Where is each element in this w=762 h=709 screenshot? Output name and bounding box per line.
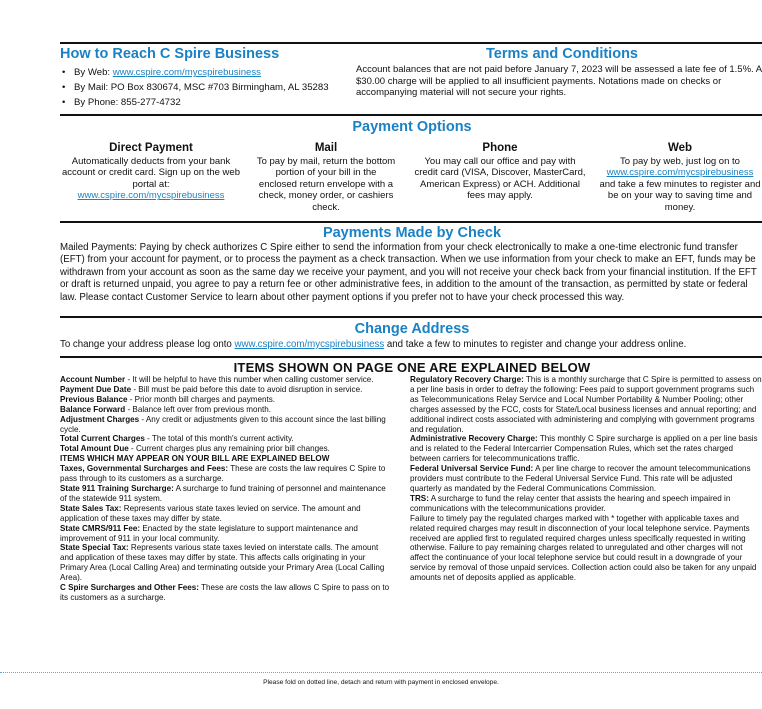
item-term: State CMRS/911 Fee: bbox=[60, 523, 141, 533]
item-definition: These are costs the law requires C Spire to pass through to its customers as a surcharge. bbox=[60, 464, 386, 484]
option-phone-title: Phone bbox=[482, 142, 518, 154]
contact-title: How to Reach C Spire Business bbox=[60, 46, 280, 62]
item-left bbox=[60, 543, 390, 583]
option-web-text-before: To pay by web, just log on to bbox=[620, 155, 740, 167]
item-term: Total Current Charges bbox=[60, 434, 145, 444]
option-mail-text: To pay by mail, return the bottom portion of your bill in the enclosed return envelope with a check, money order, or cashiers check. bbox=[256, 155, 396, 213]
item-definition: - It will be helpful to have this number when calling customer service. bbox=[125, 375, 374, 384]
item-term: Balance Forward bbox=[60, 404, 126, 414]
fold-line bbox=[0, 672, 762, 673]
item-left bbox=[60, 405, 390, 415]
item-left bbox=[60, 375, 390, 385]
item-left bbox=[60, 524, 390, 544]
option-direct bbox=[60, 143, 242, 214]
rule-check bbox=[60, 221, 762, 223]
terms-text: Account balances that are not paid before January 7, 2023 will be assessed a late fee of 1.5%. A $30.00 charge will be applied to all insufficient payments. Notations made on checks or accompanying material will not secure your rights. bbox=[356, 64, 762, 98]
rule-items bbox=[60, 356, 762, 358]
item-definition: This is a monthly surcharge that C Spire is permitted to assess on a per line basis in order to defray the following: Fees paid to support government programs such as Telecommunications Relay Service and Local Number Portability & Number Pooling; other charges assessed by the FCC, costs for State/Local business licenses and annual reporting; and additional indirect costs associated with administering and complying with government programs and regulation. bbox=[410, 375, 762, 434]
option-phone-text: You may call our office and pay with credit card (VISA, Discover, MasterCard, American Express) or ACH. Additional fees may apply. bbox=[414, 155, 586, 202]
item-term: ITEMS WHICH MAY APPEAR ON YOUR BILL ARE EXPLAINED BELOW bbox=[60, 454, 330, 464]
option-mail bbox=[256, 143, 396, 214]
item-right bbox=[410, 434, 762, 464]
item-term: Administrative Recovery Charge: bbox=[410, 434, 538, 444]
item-definition: - Current charges plus any remaining prior bill changes. bbox=[128, 444, 330, 454]
change-address-text bbox=[60, 339, 762, 351]
option-direct-link[interactable]: www.cspire.com/mycspirebusiness bbox=[77, 190, 225, 202]
top-rule bbox=[60, 42, 762, 44]
item-term: Adjustment Charges bbox=[60, 414, 140, 424]
item-term: C Spire Surcharges and Other Fees: bbox=[60, 583, 199, 593]
contact-web-label: By Web: bbox=[74, 67, 113, 78]
item-term: Payment Due Date bbox=[60, 384, 132, 394]
item-left bbox=[60, 385, 390, 395]
item-right bbox=[410, 375, 762, 434]
item-definition: This monthly C Spire surcharge is applied on a per line basis and is related to the Federal Intercarrier Compensation Rules, which set the rates charged between carriers for telecommunications traffic. bbox=[410, 434, 758, 464]
item-term: State Sales Tax: bbox=[60, 503, 122, 513]
item-term: Regulatory Recovery Charge: bbox=[410, 375, 524, 384]
check-title: Payments Made by Check bbox=[322, 225, 502, 241]
item-definition: Represents various state taxes levied on interstate calls. The amount and application of these taxes may differ by state. This affects calls originating in your Primary Area (Local Calling Area) and terminating outside your Primary Area (Local Calling Area). bbox=[60, 543, 385, 583]
item-left bbox=[60, 415, 390, 435]
item-definition: - The total of this month's current activity. bbox=[144, 434, 294, 444]
rule-address bbox=[60, 316, 762, 318]
item-definition: Represents various state taxes levied on service. The amount and application of these taxes may differ by state. bbox=[60, 503, 361, 523]
contact-section bbox=[60, 46, 350, 110]
change-address-link[interactable]: www.cspire.com/mycspirebusiness bbox=[234, 339, 385, 350]
item-left bbox=[60, 444, 390, 454]
items-right-column bbox=[410, 375, 762, 583]
item-term: Previous Balance bbox=[60, 394, 128, 404]
contact-mail: • By Mail: PO Box 830674, MSC #703 Birmingham, AL 35283 bbox=[74, 80, 350, 95]
item-right bbox=[410, 514, 762, 583]
contact-phone: • By Phone: 855-277-4732 bbox=[74, 95, 350, 110]
item-term: Account Number bbox=[60, 375, 126, 384]
contact-web-link[interactable]: www.cspire.com/mycspirebusiness bbox=[112, 67, 261, 78]
item-right bbox=[410, 464, 762, 494]
items-title: ITEMS SHOWN ON PAGE ONE ARE EXPLAINED BELOW bbox=[233, 360, 591, 375]
item-definition: These are costs the law allows C Spire to pass on to its customers as a surcharge. bbox=[60, 583, 390, 602]
items-left-column bbox=[60, 375, 390, 603]
option-phone bbox=[414, 143, 586, 214]
option-web-text-after: and take a few minutes to register and be on your way to saving time and money. bbox=[599, 178, 761, 213]
item-term: State 911 Training Surcharge: bbox=[60, 483, 174, 493]
option-web bbox=[596, 143, 762, 214]
check-text: Mailed Payments: Paying by check authorizes C Spire either to send the information from your check electronically to make a one-time electronic fund transfer (EFT) from your account for payment, or to process the payment as a check transaction. When we use information from your check to make an EFT, funds may be withdrawn from your account as soon as the same day we receive your payment, and you will not receive your check back from your financial institution. If the EFT or draft is returned unpaid, you agree to pay a return fee or other administrative fees, in addition to the amount of the transaction, as permitted by state or federal law. Please contact Customer Service to learn about other payment options if you prefer not to have your check processed this way. bbox=[60, 242, 757, 303]
item-left bbox=[60, 504, 390, 524]
terms-title: Terms and Conditions bbox=[486, 46, 638, 62]
payment-options bbox=[60, 143, 762, 214]
item-left bbox=[60, 434, 390, 444]
change-address-title: Change Address bbox=[354, 321, 470, 337]
option-direct-text: Automatically deducts from your bank account or credit card. Sign up on the web portal at: bbox=[62, 155, 240, 190]
item-definition: - Any credit or adjustments given to this account since the last billing cycle. bbox=[60, 414, 386, 434]
change-address-before: To change your address please log onto bbox=[60, 339, 235, 350]
item-term: State Special Tax: bbox=[60, 543, 129, 553]
item-term: Total Amount Due bbox=[60, 444, 129, 454]
option-web-title: Web bbox=[667, 142, 693, 154]
item-left bbox=[60, 583, 390, 603]
terms-section bbox=[356, 46, 762, 99]
option-direct-title: Direct Payment bbox=[109, 142, 193, 154]
item-term: Taxes, Governmental Surcharges and Fees: bbox=[60, 464, 229, 474]
item-definition: A surcharge to fund training of personnel and maintenance of the statewide 911 system. bbox=[60, 483, 386, 503]
contact-web bbox=[74, 65, 350, 80]
item-term: Federal Universal Service Fund: bbox=[410, 464, 534, 474]
rule-options bbox=[60, 114, 762, 116]
item-left bbox=[60, 464, 390, 484]
fold-note: Please fold on dotted line, detach and return with payment in enclosed envelope. bbox=[263, 679, 499, 686]
item-definition: Failure to timely pay the regulated charges marked with * together with applicable taxes and related required charges may result in disconnection of your local telephone service. Payments received are applied first to regulated required charges unless specifically requested in writing otherwise. Failure to pay remaining charges related to unregulated and other charges will not affect the continuance of your local telephone service but could result in a downgrade of your service by removal of those unpaid services. Collection action could also be taken for any unpaid amounts net of deposits applied as applicable. bbox=[410, 513, 757, 583]
item-left bbox=[60, 395, 390, 405]
option-mail-title: Mail bbox=[314, 142, 338, 154]
contact-list bbox=[60, 65, 350, 110]
item-definition: - Balance left over from previous month. bbox=[125, 404, 271, 414]
item-definition: - Prior month bill charges and payments. bbox=[127, 394, 276, 404]
item-left bbox=[60, 484, 390, 504]
item-right bbox=[410, 494, 762, 514]
change-address-after: and take a few to minutes to register and change your address online. bbox=[384, 339, 687, 350]
payment-options-title: Payment Options bbox=[352, 119, 472, 135]
item-definition: - Bill must be paid before this date to avoid disruption in service. bbox=[131, 384, 363, 394]
item-left bbox=[60, 454, 390, 464]
item-term: TRS: bbox=[410, 493, 429, 503]
item-definition: A surcharge to fund the relay center that assists the hearing and speech impaired in communications with the telecommunications provider. bbox=[410, 493, 731, 513]
item-definition: Enacted by the state legislature to support maintenance and improvement of 911 in your local community. bbox=[60, 523, 358, 543]
item-definition: A per line charge to recover the amount telecommunications providers must contribute to the Federal Universal Service Fund. This rate will be adjusted quarterly as mandated by the Federal Communications Commission. bbox=[410, 464, 751, 493]
option-web-link[interactable]: www.cspire.com/mycspirebusiness bbox=[606, 167, 754, 179]
